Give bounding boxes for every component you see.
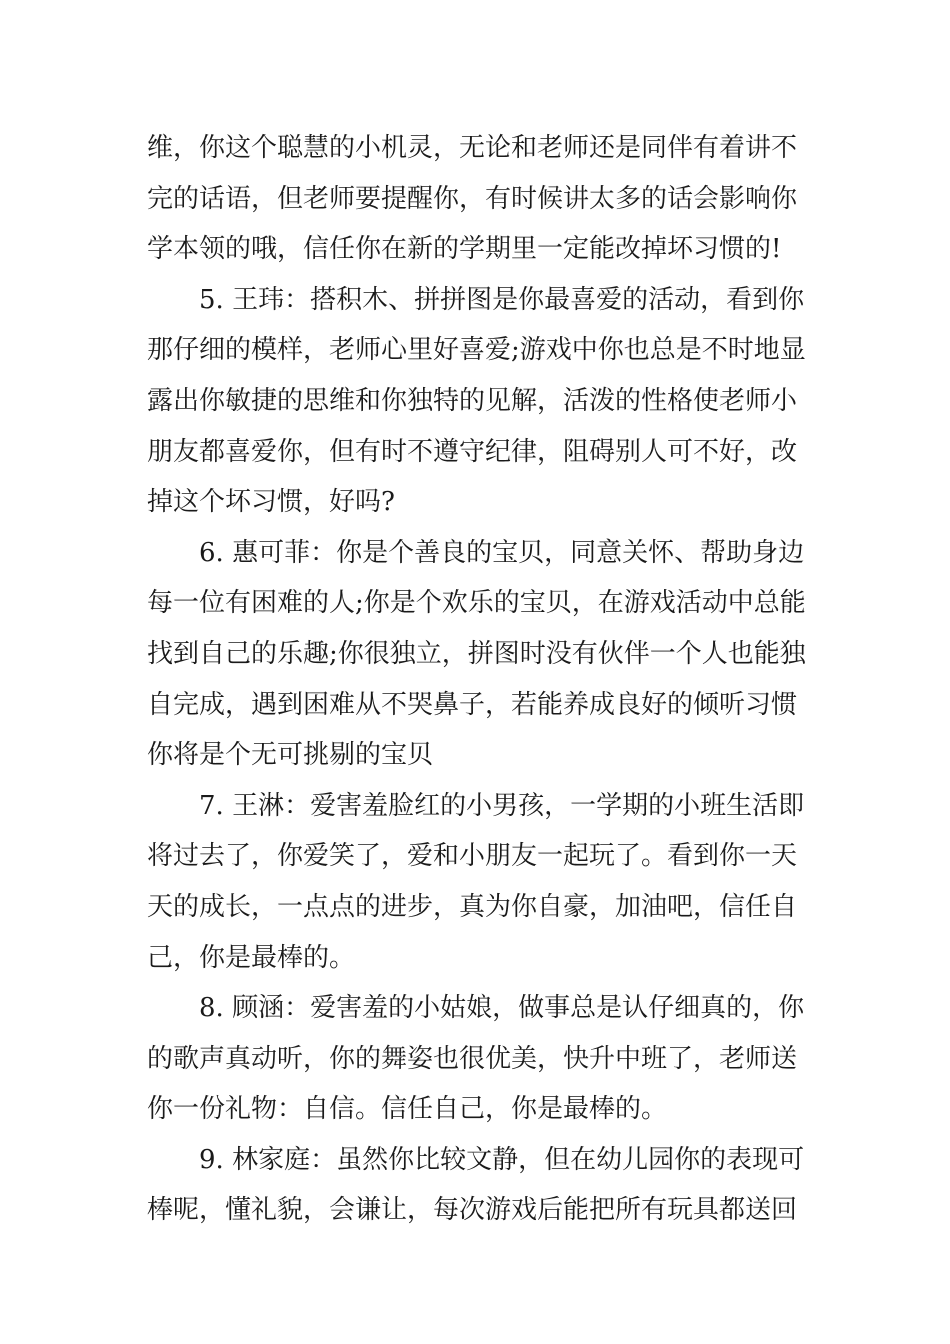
text-line: 你将是个无可挑剔的宝贝 (147, 740, 434, 771)
text-line: 你一份礼物：自信。信任自己，你是最棒的。 (147, 1094, 668, 1125)
text-line: 找到自己的乐趣;你很独立，拼图时没有伙伴一个人也能独 (147, 638, 806, 669)
text-line: 自完成，遇到困难从不哭鼻子，若能养成良好的倾听习惯 (147, 689, 798, 720)
paragraph-6-first-line: 6. 惠可菲：你是个善良的宝贝，同意关怀、帮助身边 (199, 537, 805, 568)
text-line: 棒呢，懂礼貌，会谦让，每次游戏后能把所有玩具都送回 (147, 1195, 798, 1226)
text-line: 的歌声真动听，你的舞姿也很优美，快升中班了，老师送 (147, 1043, 798, 1074)
body-text (147, 123, 812, 1236)
text-line: 那仔细的模样，老师心里好喜爱;游戏中你也总是不时地显 (147, 335, 806, 366)
text-line: 天的成长，一点点的进步，真为你自豪，加油吧，信任自 (147, 891, 798, 922)
text-line: 维，你这个聪慧的小机灵，无论和老师还是同伴有着讲不 (147, 133, 798, 163)
paragraph-9-first-line: 9. 林家庭：虽然你比较文静，但在幼儿园你的表现可 (199, 1144, 805, 1175)
text-line: 掉这个坏习惯，好吗? (147, 487, 395, 518)
text-line: 将过去了，你爱笑了，爱和小朋友一起玩了。看到你一天 (147, 841, 798, 872)
text-line: 己，你是最棒的。 (147, 942, 356, 973)
paragraph-5-first-line: 5. 王玮：搭积木、拼拼图是你最喜爱的活动，看到你 (199, 284, 805, 315)
paragraph-8-first-line: 8. 顾涵：爱害羞的小姑娘，做事总是认仔细真的，你 (199, 993, 805, 1024)
text-line: 完的话语，但老师要提醒你，有时候讲太多的话会影响你 (147, 183, 798, 214)
text-line: 每一位有困难的人;你是个欢乐的宝贝，在游戏活动中总能 (147, 588, 806, 619)
text-line: 露出你敏捷的思维和你独特的见解，活泼的性格使老师小 (147, 385, 798, 416)
text-line: 学本领的哦，信任你在新的学期里一定能改掉坏习惯的! (147, 234, 782, 265)
text-line: 朋友都喜爱你，但有时不遵守纪律，阻碍别人可不好，改 (147, 436, 798, 467)
paragraph-7-first-line: 7. 王淋：爱害羞脸红的小男孩，一学期的小班生活即 (199, 790, 805, 821)
